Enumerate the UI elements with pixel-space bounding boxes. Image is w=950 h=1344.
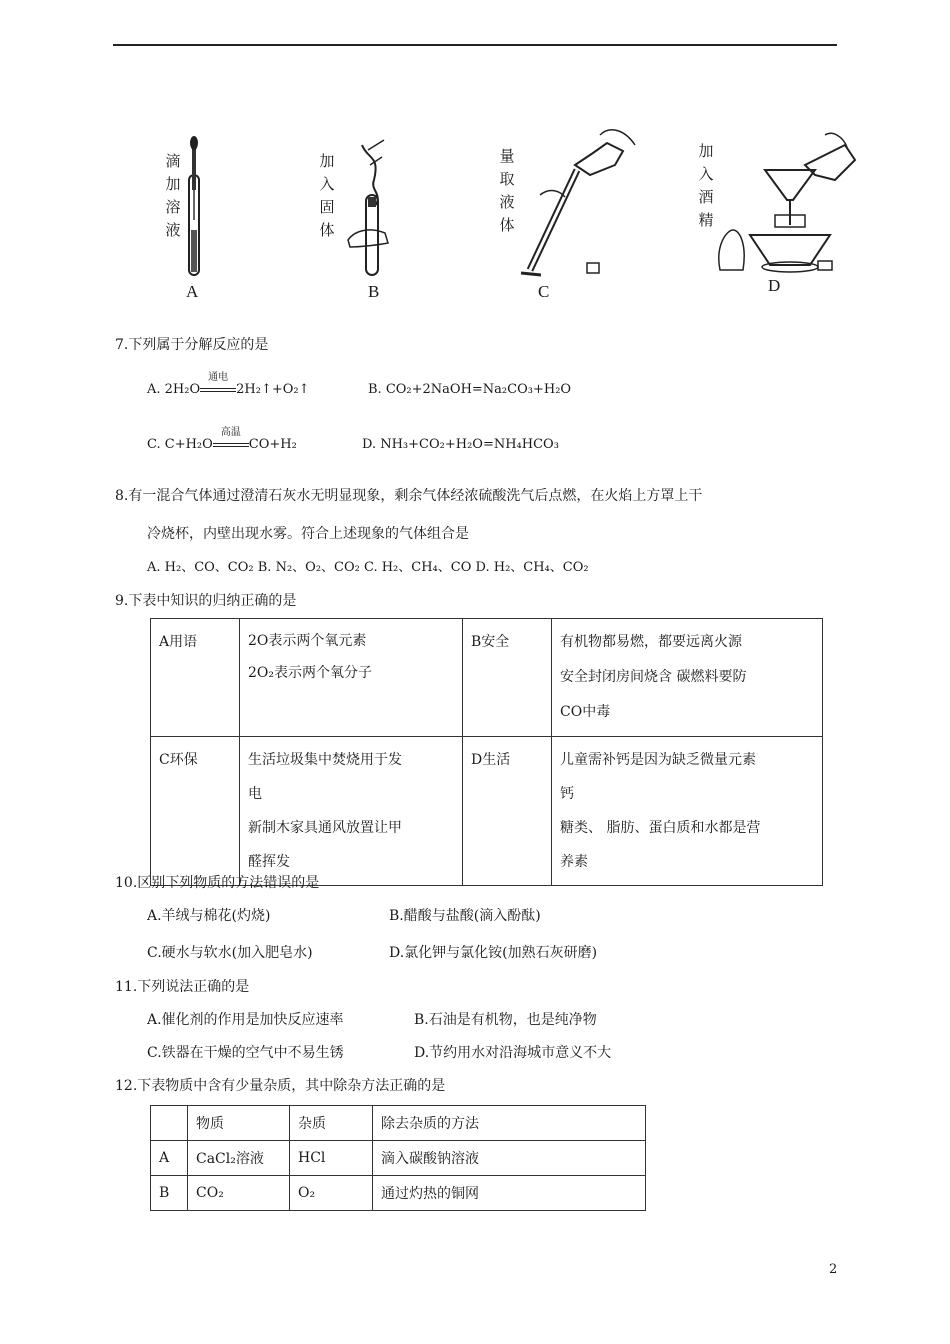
table-cell: 滴入碳酸钠溶液 [373, 1141, 646, 1176]
q11-option-d: D.节约用水对沿海城市意义不大 [414, 1045, 612, 1061]
alcohol-lamp-funnel-illustration [715, 125, 865, 285]
table-header-row [151, 1106, 646, 1141]
table-row [151, 737, 823, 886]
figure-letter-b: B [368, 282, 380, 301]
q7-option-c-left: C. C+H₂O [147, 437, 213, 452]
q7-option-a [147, 372, 310, 397]
table-cell: A [151, 1141, 188, 1176]
table-row [151, 1141, 646, 1176]
figure-label-d: 加入酒精 [698, 142, 714, 229]
q9-table [150, 618, 823, 886]
table-header-cell: 物质 [188, 1106, 290, 1141]
q9-cell-c-head: C环保 [151, 737, 240, 886]
solid-adding-illustration [340, 135, 400, 285]
q10-option-a: A.羊绒与棉花(灼烧) [147, 908, 271, 924]
q8-stem-line1: 8.有一混合气体通过澄清石灰水无明显现象，剩余气体经浓硫酸洗气后点燃，在火焰上方罩上干 [115, 488, 703, 504]
q9-stem: 9.下表中知识的归纳正确的是 [115, 593, 297, 609]
q7-option-c [147, 427, 297, 452]
q7-option-c-condition: 高温 [213, 437, 249, 452]
q7-option-a-left: A. 2H₂O [147, 382, 201, 397]
q8-stem-line2: 冷烧杯，内壁出现水雾。符合上述现象的气体组合是 [147, 526, 469, 542]
q7-option-a-condition: 通电 [200, 382, 236, 397]
table-cell: 通过灼热的铜网 [373, 1176, 646, 1211]
q10-option-c: C.硬水与软水(加入肥皂水) [147, 945, 313, 961]
figure-label-a: 滴加溶液 [165, 152, 181, 239]
q10-option-b: B.醋酸与盐酸(滴入酚酞) [389, 908, 541, 924]
q9-cell-c-body: 生活垃圾集中焚烧用于发 电 新制木家具通风放置让甲 醛挥发 [240, 737, 463, 886]
q12-stem: 12.下表物质中含有少量杂质，其中除杂方法正确的是 [115, 1078, 446, 1094]
table-cell: CO₂ [188, 1176, 290, 1211]
q9-cell-d-head: D生活 [463, 737, 552, 886]
q10-option-d: D.氯化钾与氯化铵(加熟石灰研磨) [389, 945, 598, 961]
table-row [151, 619, 823, 737]
table-header-cell: 除去杂质的方法 [373, 1106, 646, 1141]
q9-cell-a-body: 2O表示两个氧元素 2O₂表示两个氧分子 [240, 619, 463, 737]
q9-cell-b-head: B安全 [463, 619, 552, 737]
q7-option-c-right: CO+H₂ [248, 437, 297, 452]
table-cell: HCl [290, 1141, 373, 1176]
q12-table [150, 1105, 646, 1211]
table-cell: B [151, 1176, 188, 1211]
q9-cell-d-body: 儿童需补钙是因为缺乏微量元素 钙 糖类、 脂肪、蛋白质和水都是营 养素 [552, 737, 823, 886]
q11-option-b: B.石油是有机物，也是纯净物 [414, 1012, 597, 1028]
q11-stem: 11.下列说法正确的是 [115, 979, 250, 995]
page-number: 2 [829, 1262, 838, 1277]
q11-option-c: C.铁器在干燥的空气中不易生锈 [147, 1045, 344, 1061]
q11-option-a: A.催化剂的作用是加快反应速率 [147, 1012, 344, 1028]
table-header-cell: 杂质 [290, 1106, 373, 1141]
measuring-cylinder-illustration [515, 125, 645, 280]
table-cell: CaCl₂溶液 [188, 1141, 290, 1176]
header-rule [113, 44, 837, 46]
q8-options: A. H₂、CO、CO₂ B. N₂、O₂、CO₂ C. H₂、CH₄、CO D. H₂、CH₄、CO₂ [147, 560, 589, 575]
table-cell: O₂ [290, 1176, 373, 1211]
table-row [151, 1176, 646, 1211]
figure-label-c: 量取液体 [499, 147, 515, 234]
q7-option-a-right: 2H₂↑+O₂↑ [236, 382, 310, 397]
q10-stem: 10.区别下列物质的方法错误的是 [115, 875, 320, 891]
q7-stem: 7.下列属于分解反应的是 [115, 337, 269, 353]
figure-letter-a: A [186, 282, 199, 301]
figure-label-b: 加入固体 [319, 152, 335, 239]
q7-option-b: B. CO₂+2NaOH=Na₂CO₃+H₂O [368, 382, 572, 397]
table-header-cell [151, 1106, 188, 1141]
dropper-test-tube-illustration [180, 135, 210, 285]
figure-letter-c: C [538, 282, 550, 301]
q9-cell-a-head: A用语 [151, 619, 240, 737]
figure-letter-d: D [768, 276, 781, 295]
q9-cell-b-body: 有机物都易燃，都要远离火源 安全封闭房间烧含 碳燃料要防 CO中毒 [552, 619, 823, 737]
q7-option-d: D. NH₃+CO₂+H₂O=NH₄HCO₃ [362, 437, 559, 452]
